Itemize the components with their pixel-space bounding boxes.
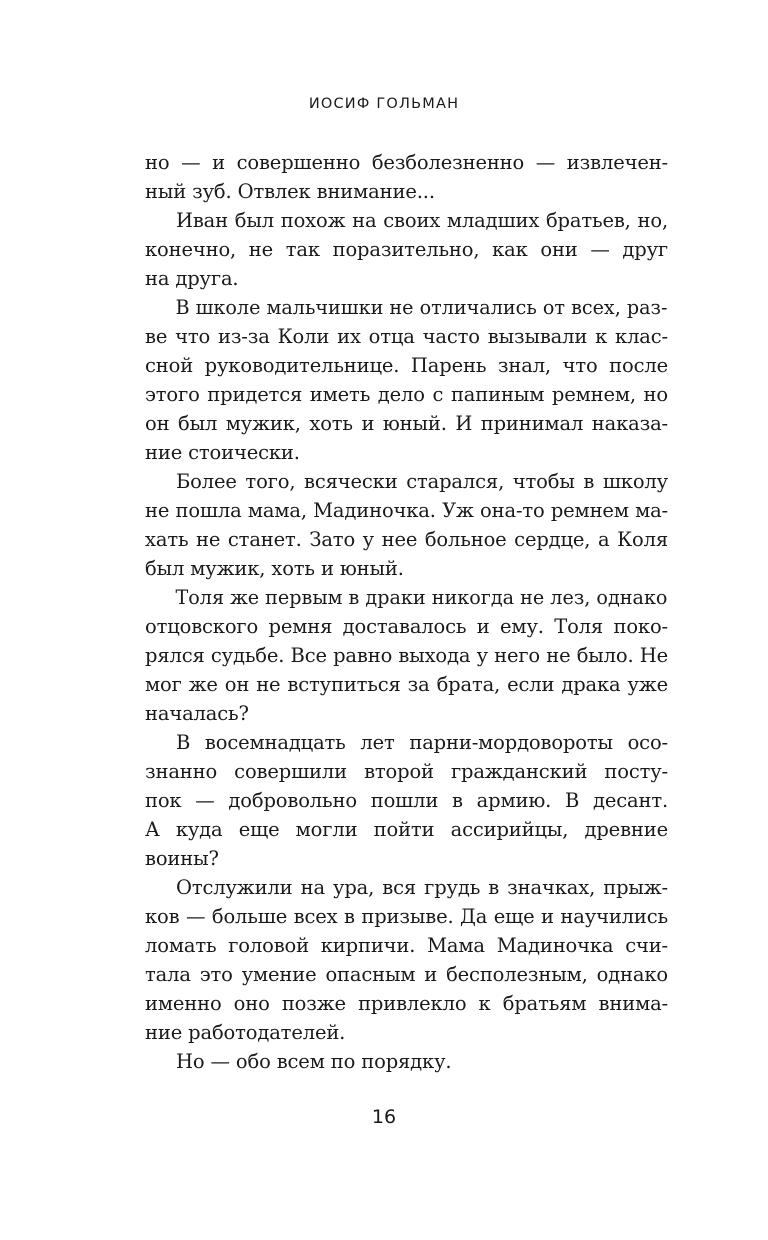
paragraph bbox=[145, 148, 668, 206]
paragraph bbox=[145, 467, 668, 583]
text-line: конечно, не так поразительно, как они — друг bbox=[145, 238, 668, 261]
text-line: А куда еще могли пойти ассирийцы, древние bbox=[145, 818, 668, 841]
text-line: он был мужик, хоть и юный. И принимал наказа- bbox=[145, 412, 668, 435]
paragraph bbox=[145, 873, 668, 1047]
running-head: ИОСИФ ГОЛЬМАН bbox=[308, 96, 460, 112]
text-line: сной руководительнице. Парень знал, что после bbox=[145, 354, 668, 377]
text-line: но — и совершенно безболезненно — извлечен- bbox=[145, 151, 668, 174]
text-line: Иван был похож на своих младших братьев, но, bbox=[176, 209, 668, 232]
text-line: ние работодателей. bbox=[145, 1021, 346, 1044]
text-line: Отслужили на ура, вся грудь в значках, прыж- bbox=[176, 876, 668, 899]
text-line: знанно совершили второй гражданский посту- bbox=[145, 760, 668, 783]
text-line: ве что из-за Коли их отца часто вызывали к клас- bbox=[145, 325, 668, 348]
text-line: ние стоически. bbox=[145, 441, 300, 464]
text-line: пок — добровольно пошли в армию. В десант. bbox=[145, 789, 668, 812]
text-line: В школе мальчишки не отличались от всех, раз- bbox=[175, 296, 668, 319]
text-line: тала это умение опасным и бесполезным, однако bbox=[145, 963, 668, 986]
text-line: не пошла мама, Мадиночка. Уж она-то ремнем ма- bbox=[145, 499, 668, 522]
text-line: Но — обо всем по порядку. bbox=[176, 1050, 452, 1073]
paragraph bbox=[145, 206, 668, 293]
text-line: отцовского ремня доставалось и ему. Толя поко- bbox=[145, 615, 668, 638]
paragraph bbox=[145, 293, 668, 467]
text-line: В восемнадцать лет парни-мордовороты осо- bbox=[176, 731, 668, 754]
text-line: началась? bbox=[145, 702, 249, 725]
text-line: был мужик, хоть и юный. bbox=[145, 557, 404, 580]
text-line: мог же он не вступиться за брата, если драка уже bbox=[145, 673, 668, 696]
page-number: 16 bbox=[371, 1106, 397, 1128]
text-line: Толя же первым в драки никогда не лез, однако bbox=[175, 586, 668, 609]
text-line: именно оно позже привлекло к братьям внима- bbox=[145, 992, 668, 1015]
text-line: ломать головой кирпичи. Мама Мадиночка счи- bbox=[145, 934, 668, 957]
text-line: хать не станет. Зато у нее больное сердце, а Коля bbox=[145, 528, 668, 551]
text-line: этого придется иметь дело с папиным ремнем, но bbox=[145, 383, 668, 406]
paragraph bbox=[145, 728, 668, 873]
body-text bbox=[145, 148, 668, 1076]
text-line: рялся судьбе. Все равно выхода у него не было. Не bbox=[145, 644, 668, 667]
text-line: Более того, всячески старался, чтобы в школу bbox=[176, 470, 668, 493]
paragraph bbox=[145, 583, 668, 728]
text-line: ный зуб. Отвлек внимание... bbox=[145, 180, 435, 203]
text-line: ков — больше всех в призыве. Да еще и научились bbox=[145, 905, 668, 928]
text-line: воины? bbox=[145, 847, 219, 870]
text-line: на друга. bbox=[145, 267, 239, 290]
paragraph bbox=[145, 1047, 668, 1076]
